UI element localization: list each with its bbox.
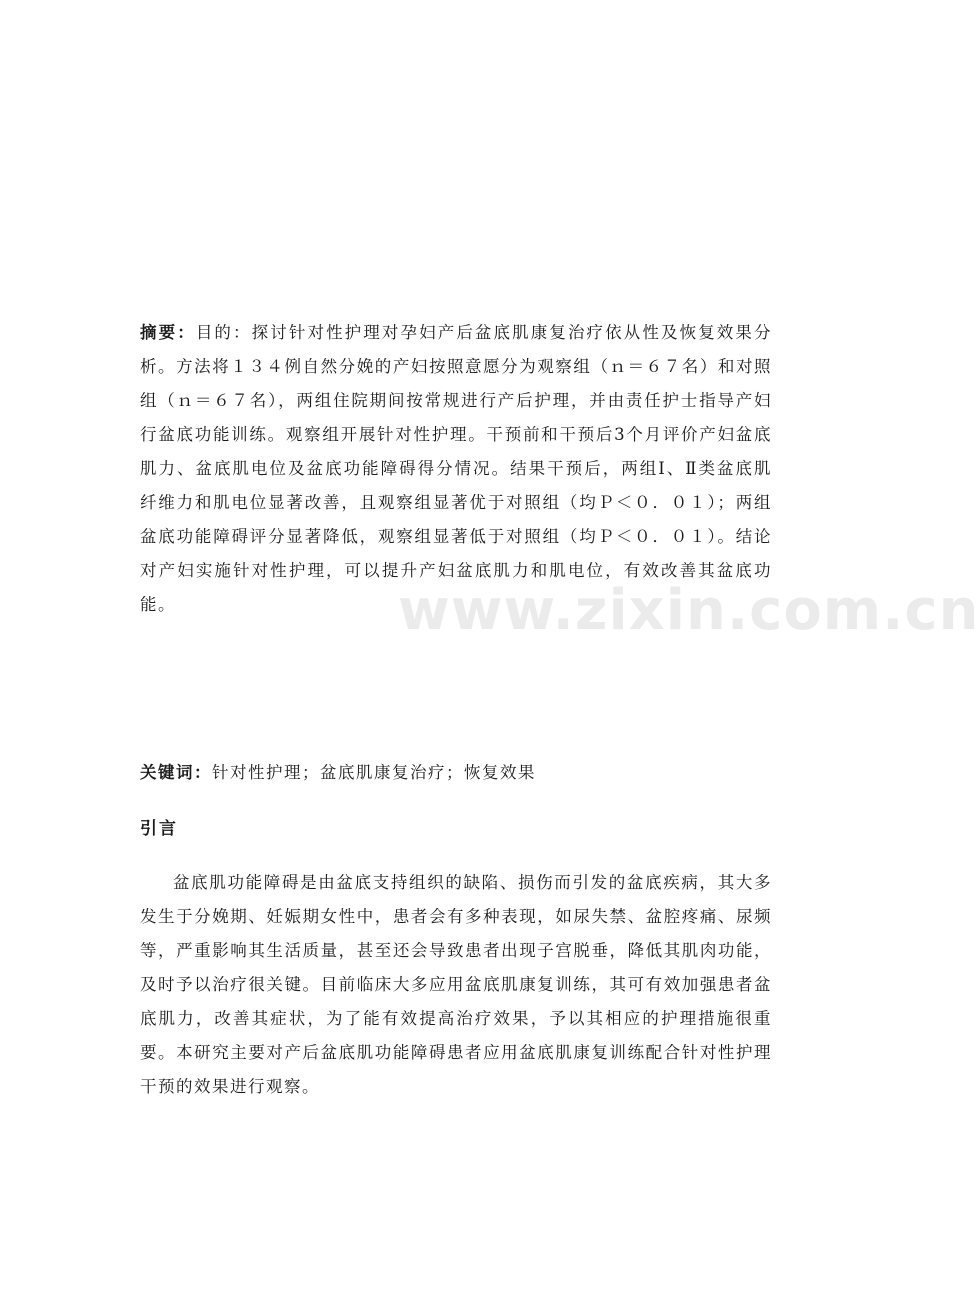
watermark-logo: www.zixin.com.cn [398, 578, 980, 643]
keywords-label: 关键词： [140, 763, 212, 782]
abstract-paragraph [140, 316, 772, 622]
abstract-label: 摘要： [140, 323, 196, 342]
keywords-paragraph [140, 756, 772, 790]
abstract-text: 目的：探讨针对性护理对孕妇产后盆底肌康复治疗依从性及恢复效果分析。方法将１３４例自然分娩的产妇按照意愿分为观察组（ｎ＝６７名）和对照组（ｎ＝６７名），两组住院期间按常规进行产后护理，并由责任护士指导产妇行盆底功能训练。观察组开展针对性护理。干预前和干预后3个月评价产妇盆底肌力、盆底肌电位及盆底功能障碍得分情况。结果干预后，两组Ⅰ、Ⅱ类盆底肌纤维力和肌电位显著改善，且观察组显著优于对照组（均Ｐ＜０．０１）；两组盆底功能障碍评分显著降低，观察组显著低于对照组（均Ｐ＜０．０１）。结论对产妇实施针对性护理，可以提升产妇盆底肌力和肌电位，有效改善其盆底功能。 [140, 323, 773, 614]
section-heading-intro: 引言 [140, 819, 178, 839]
keywords-text: 针对性护理；盆底肌康复治疗；恢复效果 [212, 763, 536, 782]
intro-paragraph: 盆底肌功能障碍是由盆底支持组织的缺陷、损伤而引发的盆底疾病，其大多发生于分娩期、妊娠期女性中，患者会有多种表现，如尿失禁、盆腔疼痛、尿频等，严重影响其生活质量，甚至还会导致患者出现子宫脱垂，降低其肌肉功能，及时予以治疗很关键。目前临床大多应用盆底肌康复训练，其可有效加强患者盆底肌力，改善其症状，为了能有效提高治疗效果，予以其相应的护理措施很重要。本研究主要对产后盆底肌功能障碍患者应用盆底肌康复训练配合针对性护理干预的效果进行观察。 [140, 873, 772, 1096]
